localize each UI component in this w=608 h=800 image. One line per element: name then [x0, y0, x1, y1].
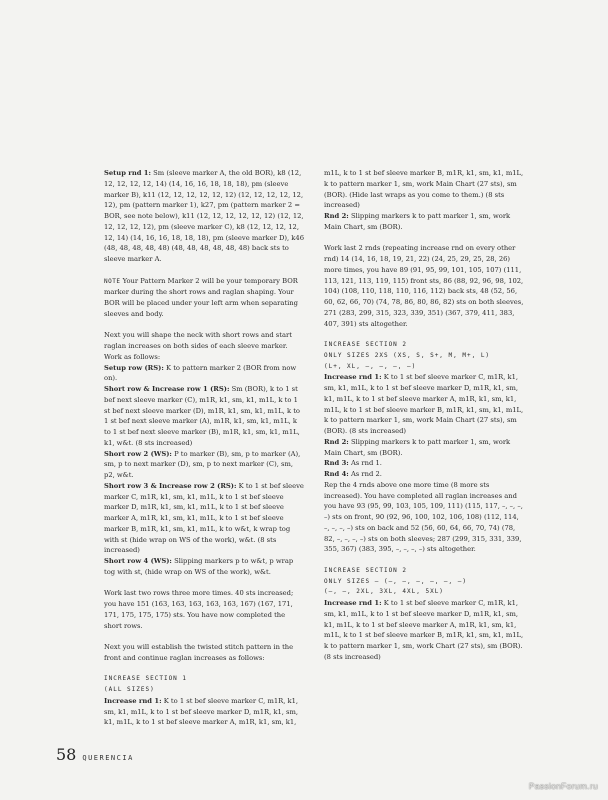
section-3-title: INCREASE SECTION 2 — [324, 566, 408, 574]
page-number: 58 — [56, 745, 77, 764]
increase-section-3-rnd-1-text: K to 1 st bef sleeve marker C, m1R, k1, sm, k1, m1L, k to 1 st bef sleeve marker D, m1R, k1, sm, k1, m1L, k to 1 st bef sleeve marker A, m1R, k1, sm, k1, m1L, k to 1 st bef sleeve marker B, m1R, k1, sm, k1, m1L, k to pattern marker 1, sm, work Chart (27 sts), sm (BOR). (8 sts increased) — [324, 599, 524, 661]
work-last-2-paragraph: Work last 2 rnds (repeating increase rnd on every other rnd) 14 (14, 16, 18, 19, 21, 22) (24, 25, 29, 25, 28, 26) more times, you have 89 (91, 95, 99, 101, 105, 107) (111, 113, 121, 113, 119, 115) front sts, 86 (88, 92, 96, 98, 102, 104) (108, 110, 118, 110, 116, 112) back sts, 48 (52, 56, 60, 62, 66, 70) (74, 78, 86, 80, 86, 82) sts on both sleeves, 271 (283, 299, 315, 323, 339, 351) (367, 379, 411, 383, 407, 391) sts altogether. — [324, 244, 524, 328]
rnd-2 — [324, 211, 524, 233]
increase-rnd-1 — [104, 696, 304, 728]
short-row-4 — [104, 556, 304, 578]
short-row-2-text: P to marker (B), sm, p to marker (A), sm, p to next marker (D), sm, p to next marker (C), sm, p2, w&t. — [104, 449, 301, 479]
section-2-rnd-4 — [324, 469, 524, 480]
note-paragraph — [104, 276, 304, 320]
short-row-3-label: Short row 3 & Increase row 2 (RS): — [104, 481, 237, 490]
section-2-rnd-2 — [324, 437, 524, 459]
setup-row-text: K to pattern marker 2 (BOR from now on). — [104, 363, 297, 383]
short-row-3 — [104, 481, 304, 556]
setup-label: Setup rnd 1: — [104, 169, 151, 177]
watermark: PassionForum.ru — [528, 781, 598, 791]
increase-section-2-rnd-1-label: Increase rnd 1: — [324, 373, 382, 382]
note-label: NOTE — [104, 277, 121, 285]
short-row-2 — [104, 449, 304, 481]
increase-section-3-rnd-1-label: Increase rnd 1: — [324, 599, 382, 607]
work-last-paragraph: Work last two rows three more times. 40 sts increased; you have 151 (163, 163, 163, 163, 163, 167) (167, 171, 171, 175, 175, 175) sts. You have now completed the short rows. — [104, 589, 294, 630]
section-2-rnd-4-text: As rnd 2. — [350, 470, 382, 478]
page-footer — [56, 745, 134, 765]
short-row-2-label: Short row 2 (WS): — [104, 449, 172, 458]
short-row-1-text: Sm (BOR), k to 1 st bef next sleeve marker (C), m1R, k1, sm, k1, m1L, k to 1 st bef next sleeve marker (D), m1R, k1, sm, k1, m1L, k to 1 st bef next sleeve marker (A), m1R, k1, sm, k1, m1L, k to 1 st bef next sleeve marker (B), m1R, k1, sm, k1, m1L, k1, w&t. (8 sts increased) — [104, 385, 300, 447]
section-2-rnd-2-text: Slipping markers k to patt marker 1, sm, work Main Chart, sm (BOR). — [324, 437, 511, 457]
increase-rnd-1-label: Increase rnd 1: — [104, 696, 162, 705]
repeat-paragraph: Rep the 4 rnds above one more time (8 more sts increased). You have completed all raglan increases and you have 93 (95, 99, 103, 105, 109, 111) (115, 117, –, –, –, –) sts on front, 90 (92, 96, 100, 102, 106, 108) (112, 114, –, –, –, –) sts on back and 52 (56, 60, 64, 66, 70, 74) (78, 82, –, –, –, –) sts on both sleeves; 287 (299, 315, 331, 339, 355, 367) (383, 395, –, –, –, –) sts altogether. — [324, 480, 523, 554]
increase-rnd-1-text: K to 1 st bef sleeve marker C, m1R, k1, sm, k1, m1L, k to 1 st bef sleeve marker D, m1R, k1, sm, k1, m1L, k to 1 st bef sleeve marker A, m1R, k1, sm, k1, — [104, 696, 299, 727]
section-1-title: INCREASE SECTION 1 — [104, 675, 188, 683]
section-3-sizes-line-2: (–, –, 2XL, 3XL, 4XL, 5XL) — [324, 588, 444, 596]
short-row-1-label: Short row & Increase row 1 (RS): — [104, 385, 230, 393]
increase-section-2-rnd-1 — [324, 372, 524, 437]
short-row-4-label: Short row 4 (WS): — [104, 557, 172, 565]
short-row-1 — [104, 384, 304, 449]
right-column — [324, 168, 524, 663]
section-2-title: INCREASE SECTION 2 — [324, 341, 408, 348]
note-text: Your Pattern Marker 2 will be your temporary BOR marker during the short rows and raglan shaping. Your BOR will be placed under your left arm when separating sleeves and body. — [104, 276, 298, 318]
left-column — [104, 168, 304, 728]
section-3-sizes-line-1: ONLY SIZES – (–, –, –, –, –, –) — [324, 577, 467, 585]
section-2-rnd-3-text: As rnd 1. — [350, 459, 382, 468]
rnd-2-label: Rnd 2: — [324, 212, 349, 220]
setup-paragraph — [104, 168, 304, 265]
section-2-rnd-4-label: Rnd 4: — [324, 470, 349, 478]
section-2-sizes-line-2: (L+, XL, –, –, –, –) — [324, 362, 417, 370]
increase-section-3-rnd-1 — [324, 598, 524, 663]
setup-row-label: Setup row (RS): — [104, 363, 164, 372]
continued-text: m1L, k to 1 st bef sleeve marker B, m1R, k1, sm, k1, m1L, k to pattern marker 1, sm, work Main Chart (27 sts), sm (BOR). (Hide last wraps as you come to them.) (8 sts increased) — [324, 169, 524, 210]
setup-row — [104, 363, 304, 385]
short-row-3-text: K to 1 st bef sleeve marker C, m1R, k1, sm, k1, m1L, k to 1 st bef sleeve marker D, m1R, k1, sm, k1, m1L, k to 1 st bef sleeve marker A, m1R, k1, sm, k1, m1L, k to 1 st bef sleeve marker B, m1R, k1, sm, k1, m1L, k to w&t, k wrap tog with st (hide wrap on WS of the work), w&t. (8 sts increased) — [104, 481, 304, 555]
magazine-brand: QUERENCIA — [82, 754, 134, 762]
increase-section-2-rnd-1-text: K to 1 st bef sleeve marker C, m1R, k1, sm, k1, m1L, k to 1 st bef sleeve marker D, m1R, k1, sm, k1, m1L, k to 1 st bef sleeve marker A, m1R, k1, sm, k1, m1L, k to 1 st bef sleeve marker B, m1R, k1, sm, k1, m1L, k to pattern marker 1, sm, work Main Chart (27 sts), sm (BOR). (8 sts increased) — [324, 373, 524, 435]
short-row-4-text: Slipping markers p to w&t, p wrap tog with st, (hide wrap on WS of the work), w&t. — [104, 557, 294, 576]
section-2-rnd-2-label: Rnd 2: — [324, 437, 349, 446]
next-paragraph: Next you will establish the twisted stitch pattern in the front and continue raglan increases as follows: — [104, 643, 294, 662]
section-1-sizes: (ALL SIZES) — [104, 686, 155, 693]
setup-text: Sm (sleeve marker A, the old BOR), k8 (12, 12, 12, 12, 12, 14) (14, 16, 16, 18, 18, 18), pm (sleeve marker B), k11 (12, 12, 12, 12, 12, 12) (12, 12, 12, 12, 12, 12), pm (pattern marker 1), k27, pm (pattern marker 2 = BOR, see note below), k11 (12, 12, 12, 12, 12, 12) (12, 12, 12, 12, 12, 12), pm (sleeve marker C), k8 (12, 12, 12, 12, 12, 14) (14, 16, 16, 18, 18, 18), pm (sleeve marker D), k46 (48, 48, 48, 48, 48) (48, 48, 48, 48, 48, 48) back sts to sleeve marker A. — [104, 169, 304, 263]
section-2-rnd-3-label: Rnd 3: — [324, 459, 349, 468]
section-2-rnd-3 — [324, 458, 524, 469]
intro-text: Next you will shape the neck with short rows and start raglan increases on both sides of each sleeve marker. Work as follows: — [104, 331, 292, 361]
rnd-2-text: Slipping markers k to patt marker 1, sm, work Main Chart, sm (BOR). — [324, 212, 511, 231]
section-2-sizes-line-1: ONLY SIZES 2XS (XS, S, S+, M, M+, L) — [324, 351, 491, 359]
